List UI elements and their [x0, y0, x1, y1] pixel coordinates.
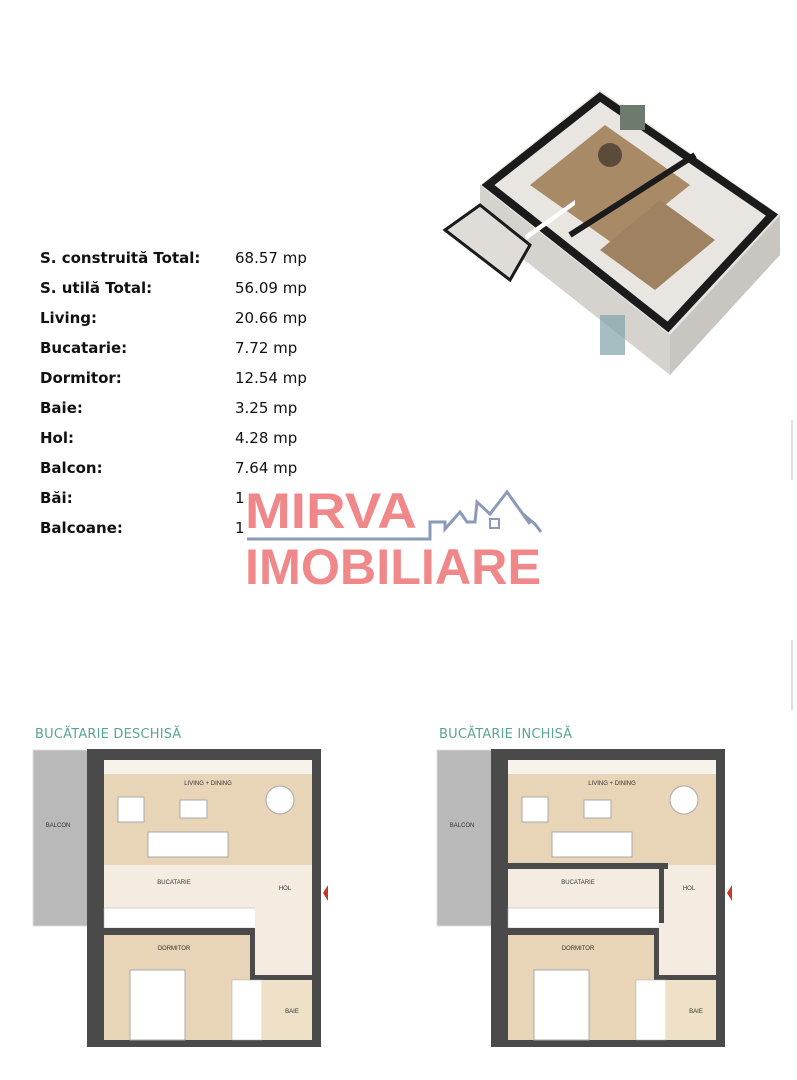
room-label-hol: HOL — [278, 886, 292, 892]
spec-label: Living: — [40, 309, 98, 327]
spec-label: S. utilă Total: — [40, 279, 153, 297]
room-label-bucatarie: BUCATARIE — [561, 880, 595, 886]
spec-value: 1 — [235, 489, 245, 507]
spec-value: 68.57 mp — [235, 249, 307, 267]
spec-row — [40, 453, 307, 483]
room-label-balcon: BALCON — [45, 823, 71, 829]
spec-row — [40, 363, 307, 393]
room-label-baie: BAIE — [689, 1009, 703, 1015]
spec-value: 7.64 mp — [235, 459, 298, 477]
spec-label: Balcon: — [40, 459, 103, 477]
spec-row — [40, 333, 307, 363]
floor-plan-closed-kitchen — [434, 745, 734, 1059]
room-label-balcon: BALCON — [449, 823, 475, 829]
room-label-dormitor: DORMITOR — [157, 946, 191, 952]
apartment-3d-render — [440, 85, 785, 385]
room-label-bucatarie: BUCATARIE — [157, 880, 191, 886]
spec-row — [40, 423, 307, 453]
spec-value: 12.54 mp — [235, 369, 307, 387]
spec-row — [40, 273, 307, 303]
svg-text:MIRVA: MIRVA — [245, 484, 417, 539]
room-label-baie: BAIE — [285, 1009, 299, 1015]
spec-label: S. construită Total: — [40, 249, 201, 267]
room-label-living: LIVING + DINING — [588, 781, 636, 787]
room-label-living: LIVING + DINING — [184, 781, 232, 787]
spec-value: 20.66 mp — [235, 309, 307, 327]
plan-title-closed-kitchen: BUCĂTARIE INCHISĂ — [439, 727, 573, 742]
spec-label: Balcoane: — [40, 519, 123, 537]
spec-value: 3.25 mp — [235, 399, 298, 417]
plan-title-open-kitchen: BUCĂTARIE DESCHISĂ — [35, 727, 182, 742]
spec-label: Băi: — [40, 489, 73, 507]
edge-line — [791, 640, 793, 710]
room-label-dormitor: DORMITOR — [561, 946, 595, 952]
spec-value: 56.09 mp — [235, 279, 307, 297]
mirva-logo — [245, 484, 545, 593]
spec-value: 4.28 mp — [235, 429, 298, 447]
spec-label: Dormitor: — [40, 369, 122, 387]
room-label-hol: HOL — [682, 886, 696, 892]
spec-value: 1 — [235, 519, 245, 537]
spec-label: Baie: — [40, 399, 83, 417]
spec-label: Hol: — [40, 429, 74, 447]
spec-label: Bucatarie: — [40, 339, 128, 357]
floor-plan-open-kitchen — [30, 745, 330, 1059]
edge-line — [791, 420, 793, 480]
svg-text:IMOBILIARE: IMOBILIARE — [245, 539, 541, 589]
spec-row — [40, 303, 307, 333]
spec-row — [40, 243, 307, 273]
spec-row — [40, 393, 307, 423]
spec-value: 7.72 mp — [235, 339, 298, 357]
